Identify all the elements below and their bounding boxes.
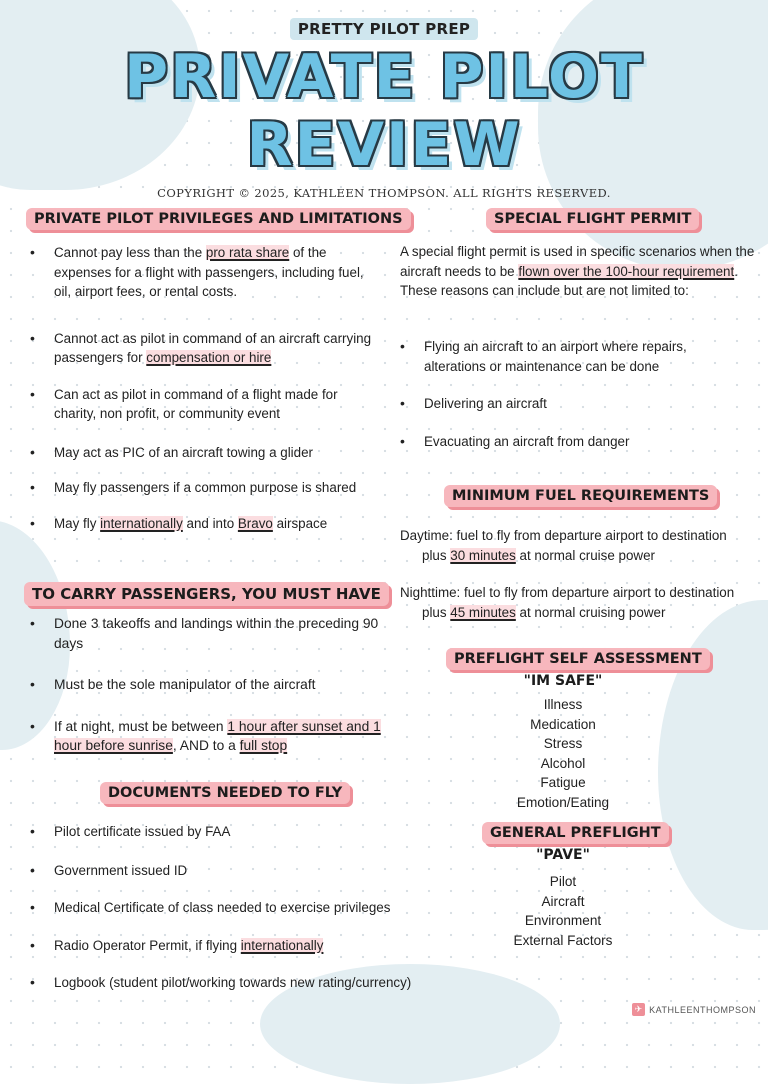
list-item: Environment (524, 913, 602, 928)
list-item: • May act as PIC of an aircraft towing a glider (30, 443, 375, 463)
list-item: • Flying an aircraft to an airport where repairs, alterations or maintenance can be done (400, 337, 750, 376)
list-item: Emotion/Eating (516, 794, 610, 810)
list-item: • Evacuating an aircraft from danger (400, 432, 750, 452)
special-permit-intro: A special flight permit is used in specific scenarios when the aircraft needs to be flown over the 100-hour requirement. These reasons can include but are not limited to: (400, 244, 755, 298)
list-item: • Delivering an aircraft (400, 394, 750, 414)
list-item: Stress (543, 736, 583, 751)
privileges-heading: PRIVATE PILOT PRIVILEGES AND LIMITATIONS (26, 208, 411, 230)
page-title-line2: REVIEW (246, 110, 522, 180)
documents-heading: DOCUMENTS NEEDED TO FLY (100, 782, 350, 804)
passengers-heading: TO CARRY PASSENGERS, YOU MUST HAVE (24, 582, 389, 606)
list-item: • Must be the sole manipulator of the aircraft (30, 675, 390, 695)
list-item: • May fly passengers if a common purpose is shared (30, 478, 375, 498)
list-item: • Logbook (student pilot/working towards new rating/currency) (30, 973, 430, 993)
list-item: Alcohol (540, 755, 586, 771)
pave-list (463, 872, 663, 950)
list-item: • Cannot act as pilot in command of an aircraft carrying passengers for compensation or hire (30, 329, 375, 368)
brand-label: PRETTY PILOT PREP (0, 20, 768, 38)
list-item: Illness (543, 697, 583, 712)
page-title-line1: PRIVATE PILOT (124, 42, 644, 112)
brand-logo-icon: ✈ (632, 1003, 645, 1016)
fuel-daytime: Daytime: fuel to fly from departure airport to destination plus 30 minutes at normal cruise power (400, 528, 727, 563)
fuel-heading: MINIMUM FUEL REQUIREMENTS (444, 485, 717, 507)
list-item: Aircraft (541, 893, 585, 909)
list-item: • Pilot certificate issued by FAA (30, 822, 430, 842)
pave-heading: GENERAL PREFLIGHT (482, 822, 669, 844)
imsafe-heading: PREFLIGHT SELF ASSESSMENT (446, 648, 710, 670)
imsafe-subheading: "IM SAFE" (523, 673, 603, 689)
list-item: • May fly internationally and into Bravo airspace (30, 514, 375, 534)
copyright-notice: COPYRIGHT © 2025, KATHLEEN THOMPSON. ALL RIGHTS RESERVED. (157, 186, 611, 200)
list-item: Medication (530, 716, 596, 732)
pave-subheading: "PAVE" (536, 847, 590, 863)
documents-list (30, 822, 430, 993)
list-item: External Factors (513, 932, 613, 948)
watermark: ✈ KATHLEENTHOMPSON (632, 1003, 756, 1016)
special-permit-heading: SPECIAL FLIGHT PERMIT (486, 208, 699, 230)
list-item: • Cannot pay less than the pro rata share of the expenses for a flight with passengers, including fuel, oil, airport fees, or rental costs. (30, 243, 375, 302)
passengers-list (30, 614, 390, 756)
list-item: Fatigue (540, 775, 586, 790)
list-item: • Can act as pilot in command of a flight made for charity, non profit, or community event (30, 385, 375, 424)
list-item: • Medical Certificate of class needed to exercise privileges (30, 898, 430, 918)
list-item: Pilot (549, 874, 577, 889)
list-item: • Done 3 takeoffs and landings within the preceding 90 days (30, 614, 390, 653)
list-item: • If at night, must be between 1 hour after sunset and 1 hour before sunrise, AND to a full stop (30, 717, 390, 756)
privileges-list (30, 243, 375, 533)
fuel-nighttime: Nighttime: fuel to fly from departure airport to destination plus 45 minutes at normal cruising power (400, 585, 735, 620)
list-item: • Government issued ID (30, 861, 430, 881)
imsafe-list (463, 695, 663, 812)
list-item: • Radio Operator Permit, if flying internationally (30, 936, 430, 956)
special-permit-list (400, 337, 750, 451)
